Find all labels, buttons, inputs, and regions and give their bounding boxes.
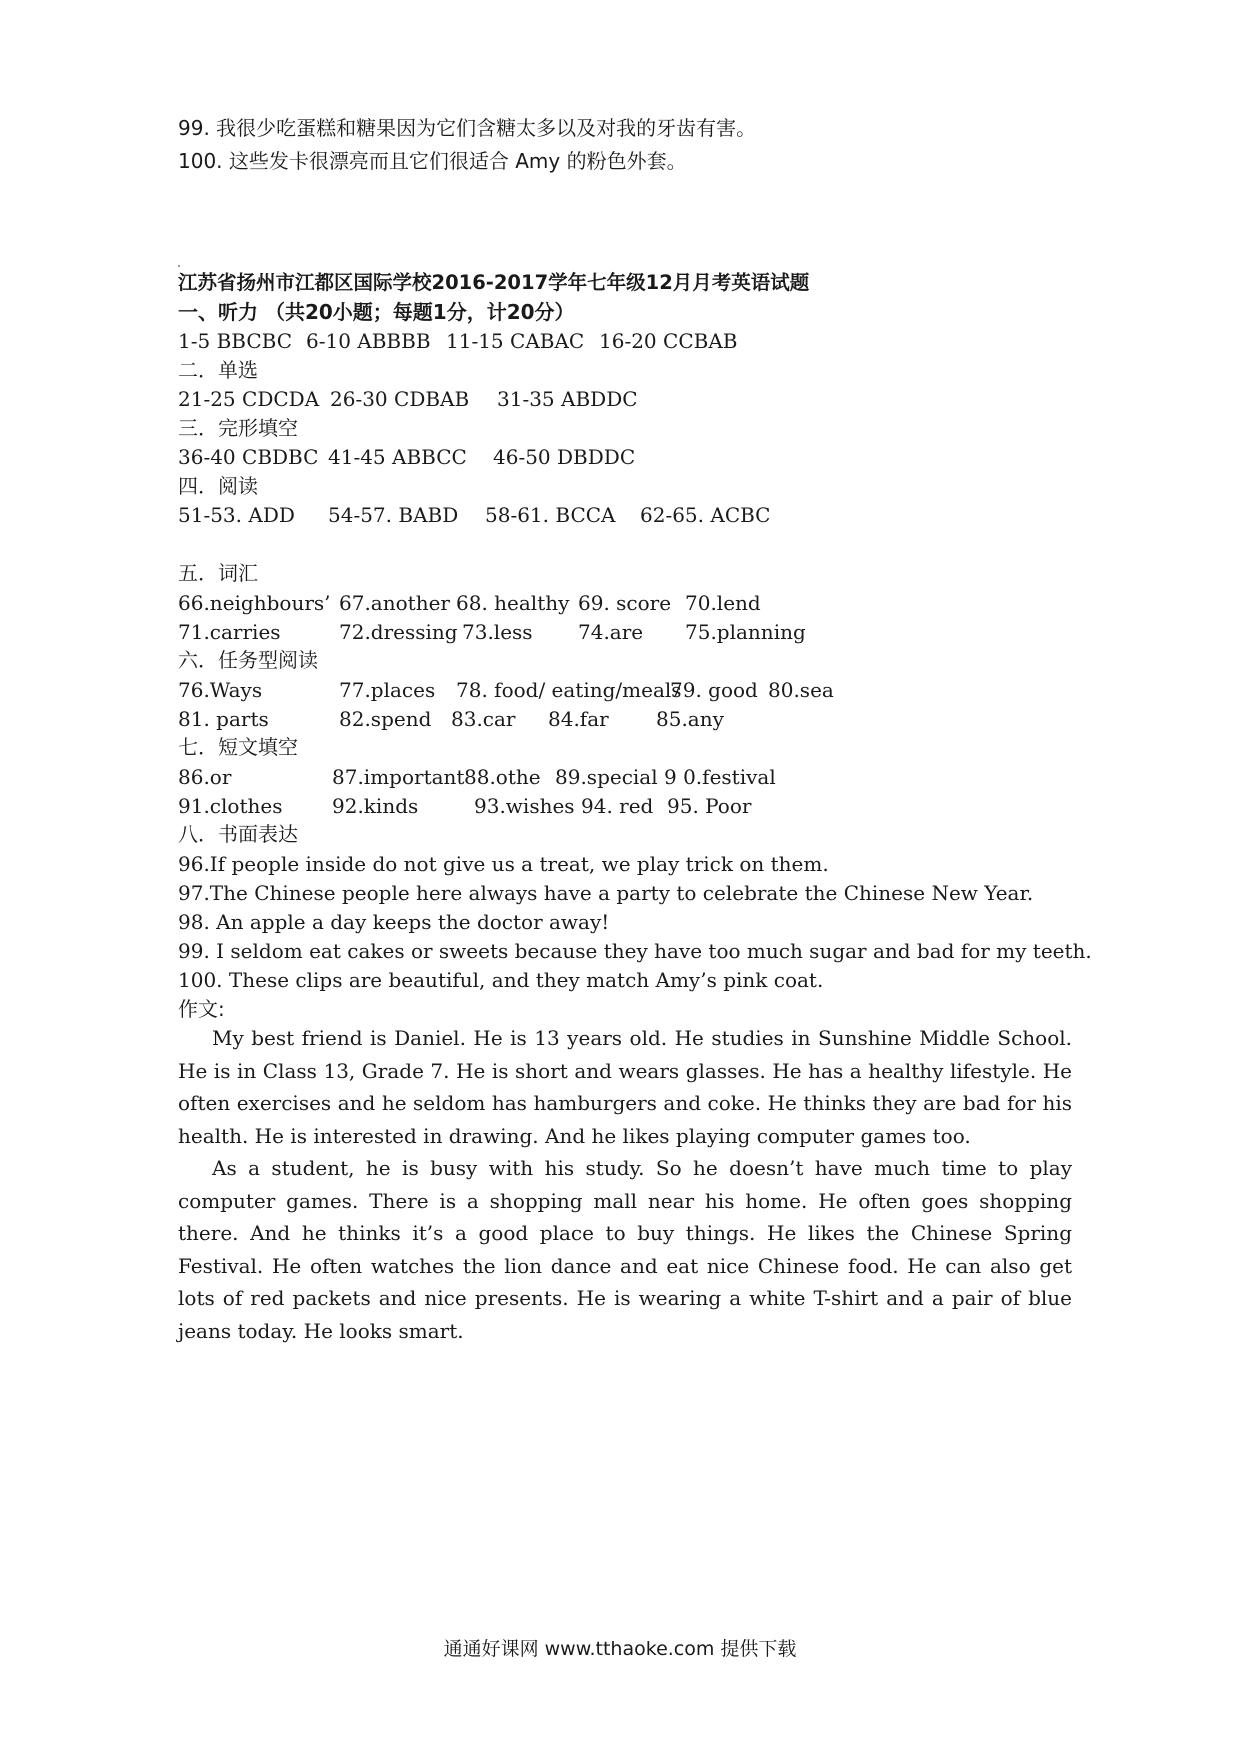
answer-item: 69. score [578,591,672,615]
section-heading-vocabulary: 五．词汇 [178,561,258,585]
answer-item: 78. food/ eating/meals [456,678,682,702]
page-footer: 通通好课网 www.tthaoke.com 提供下载 [443,1638,797,1660]
answer-item: 94. red [581,794,654,818]
answer-group: 21-25 CDCDA [178,387,320,411]
translation-line-99: 99. 我很少吃蛋糕和糖果因为它们含糖太多以及对我的牙齿有害。 [178,116,757,140]
answer-item: 74.are [578,620,644,644]
section-heading-writing: 八．书面表达 [178,822,298,846]
answer-item: 92.kinds [332,794,419,818]
answer-group: 62-65. ACBC [640,503,771,527]
answer-group: 41-45 ABBCC [328,445,467,469]
answer-group: 11-15 CABAC [446,329,585,353]
answer-item: 71.carries [178,620,281,644]
section-heading-listening: 一、听力 （共20小题；每题1分，计20分） [178,300,575,324]
document-title: 江苏省扬州市江都区国际学校2016-2017学年七年级12月月考英语试题 [178,271,810,294]
answer-group: 54-57. BABD [328,503,459,527]
answer-item: 68. healthy [456,591,570,615]
answer-group: 51-53. ADD [178,503,295,527]
answer-group: 6-10 ABBBB [306,329,431,353]
answer-item: 70.lend [685,591,761,615]
writing-sentence-99: 99. I seldom eat cakes or sweets because they have too much sugar and bad for my teeth. [178,939,1092,963]
answer-item: 79. good [670,678,758,702]
writing-sentence-96: 96.If people inside do not give us a treat, we play trick on them. [178,852,829,876]
answer-item: 76.Ways [178,678,263,702]
answer-item: 93.wishes [474,794,575,818]
answer-item: 85.any [656,707,724,731]
answer-item: 9 0.festival [664,765,776,789]
answer-item: 73.less [462,620,533,644]
section-heading-composition: 作文: [178,997,225,1021]
section-heading-reading: 四．阅读 [178,474,258,498]
answer-item: 80.sea [768,678,834,702]
stray-mark [178,265,180,267]
answer-group: 26-30 CDBAB [330,387,470,411]
answer-item: 66.neighbours’ [178,591,331,615]
writing-sentence-97: 97.The Chinese people here always have a party to celebrate the Chinese New Year. [178,881,1034,905]
composition-paragraph-1: My best friend is Daniel. He is 13 years old. He studies in Sunshine Middle School. He is in Class 13, Grade 7. He is short and wears glasses. He has a healthy lifestyle. He often exercises and he seldom has hamburgers and coke. He thinks they are bad for his health. He is interested in drawing. And he likes playing computer games too. [178,1026,1072,1148]
answer-group: 46-50 DBDDC [493,445,636,469]
composition-paragraph-2: As a student, he is busy with his study. So he doesn’t have much time to play computer games. There is a shopping mall near his home. He often goes shopping there. And he thinks it’s a good place to buy things. He likes the Chinese Spring Festival. He often watches the lion dance and eat nice Chinese food. He can also get lots of red packets and nice presents. He is wearing a white T-shirt and a pair of blue jeans today. He looks smart. [178,1156,1072,1343]
answer-group: 1-5 BBCBC [178,329,293,353]
section-heading-single-choice: 二．单选 [178,358,258,382]
section-heading-passage-fill: 七．短文填空 [178,735,298,759]
answer-item: 84.far [548,707,609,731]
answer-item: 81. parts [178,707,269,731]
answer-item: 77.places [339,678,436,702]
writing-sentence-100: 100. These clips are beautiful, and they match Amy’s pink coat. [178,968,824,992]
answer-item: 72.dressing [339,620,458,644]
answer-group: 31-35 ABDDC [497,387,638,411]
translation-line-100: 100. 这些发卡很漂亮而且它们很适合 Amy 的粉色外套。 [178,149,687,173]
answer-item: 91.clothes [178,794,283,818]
answer-item: 87.important [332,765,465,789]
answer-group: 36-40 CBDBC [178,445,319,469]
section-heading-task-reading: 六．任务型阅读 [178,648,318,672]
answer-group: 58-61. BCCA [485,503,616,527]
answer-item: 82.spend [339,707,432,731]
answer-item: 88.othe [464,765,541,789]
answer-item: 86.or [178,765,232,789]
section-heading-cloze: 三．完形填空 [178,416,298,440]
answer-group: 16-20 CCBAB [599,329,738,353]
answer-item: 89.special [555,765,658,789]
answer-item: 67.another [339,591,450,615]
writing-sentence-98: 98. An apple a day keeps the doctor away! [178,910,610,934]
answer-item: 95. Poor [667,794,752,818]
answer-item: 83.car [451,707,516,731]
answer-item: 75.planning [685,620,806,644]
